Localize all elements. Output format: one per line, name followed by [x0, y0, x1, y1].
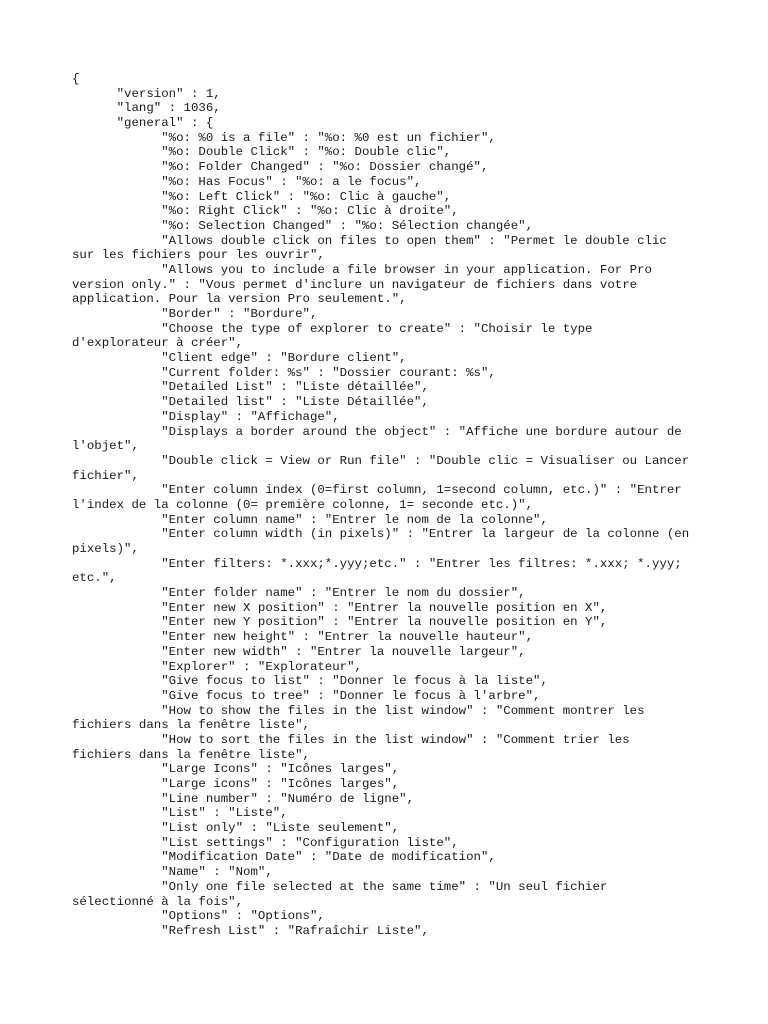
code-line: "List settings" : "Configuration liste", — [72, 835, 459, 850]
code-line: etc.", — [72, 571, 117, 586]
code-line: "Allows double click on files to open them" : "Permet le double clic — [72, 233, 667, 248]
code-line: "Enter new height" : "Entrer la nouvelle hauteur", — [72, 630, 534, 645]
code-line: fichiers dans la fenêtre liste", — [72, 747, 310, 762]
code-line: sélectionné à la fois", — [72, 894, 244, 909]
code-line: "List" : "Liste", — [72, 806, 288, 821]
code-line: "Enter new X position" : "Entrer la nouvelle position en X", — [72, 600, 608, 615]
code-line: "Modification Date" : "Date de modification", — [72, 850, 496, 865]
code-line: "Current folder: %s" : "Dossier courant: %s", — [72, 365, 496, 380]
code-line: "Enter column width (in pixels)" : "Entrer la largeur de la colonne (en — [72, 527, 690, 542]
code-line: sur les fichiers pour les ouvrir", — [72, 248, 325, 263]
code-line: "Enter filters: *.xxx;*.yyy;etc." : "Entrer les filtres: *.xxx; *.yyy; — [72, 556, 682, 571]
document-page — [72, 72, 696, 939]
code-line: "Large Icons" : "Icônes larges", — [72, 762, 400, 777]
code-line: "How to sort the files in the list window" : "Comment trier les — [72, 732, 630, 747]
code-line: { — [72, 72, 80, 86]
code-line: "Only one file selected at the same time" : "Un seul fichier — [72, 879, 608, 894]
code-line: "version" : 1, — [72, 86, 221, 101]
code-line: l'index de la colonne (0= première colonne, 1= seconde etc.)", — [72, 497, 534, 512]
code-line: "Choose the type of explorer to create" : "Choisir le type — [72, 321, 593, 336]
code-line: "general" : { — [72, 116, 214, 131]
code-line: "%o: %0 is a file" : "%o: %0 est un fichier", — [72, 130, 496, 145]
code-line: "Enter new width" : "Entrer la nouvelle largeur", — [72, 644, 526, 659]
code-line: pixels)", — [72, 542, 139, 556]
code-line: "%o: Right Click" : "%o: Clic à droite", — [72, 204, 459, 219]
code-line: l'objet", — [72, 439, 139, 454]
code-line: "Options" : "Options", — [72, 909, 325, 924]
code-line: "%o: Has Focus" : "%o: a le focus", — [72, 174, 422, 189]
code-line: application. Pour la version Pro seulement.", — [72, 292, 407, 307]
code-line: "How to show the files in the list window" : "Comment montrer les — [72, 703, 645, 718]
code-line: "Give focus to list" : "Donner le focus à la liste", — [72, 674, 548, 689]
code-line: "Detailed List" : "Liste détaillée", — [72, 380, 429, 395]
code-line: "Allows you to include a file browser in your application. For Pro — [72, 262, 652, 277]
code-line: d'explorateur à créer", — [72, 336, 244, 351]
code-line: "Border" : "Bordure", — [72, 307, 318, 321]
code-line: fichier", — [72, 468, 139, 483]
code-line: "Enter new Y position" : "Entrer la nouvelle position en Y", — [72, 615, 608, 630]
json-code-block — [72, 72, 696, 939]
code-line: "Client edge" : "Bordure client", — [72, 351, 407, 366]
code-line: "Enter column name" : "Entrer le nom de la colonne", — [72, 512, 548, 527]
code-line: "Detailed list" : "Liste Détaillée", — [72, 395, 429, 410]
code-line: "%o: Double Click" : "%o: Double clic", — [72, 145, 452, 160]
code-line: "Double click = View or Run file" : "Double clic = Visualiser ou Lancer — [72, 453, 690, 468]
code-line: "Large icons" : "Icônes larges", — [72, 777, 400, 791]
code-line: "Explorer" : "Explorateur", — [72, 659, 362, 674]
code-line: "Enter column index (0=first column, 1=second column, etc.)" : "Entrer — [72, 483, 682, 498]
code-line: "Display" : "Affichage", — [72, 409, 340, 424]
code-line: "List only" : "Liste seulement", — [72, 821, 400, 836]
code-line: "%o: Selection Changed" : "%o: Sélection changée", — [72, 218, 534, 233]
code-line: "Give focus to tree" : "Donner le focus à l'arbre", — [72, 688, 541, 703]
code-line: "lang" : 1036, — [72, 101, 221, 116]
code-line: "%o: Left Click" : "%o: Clic à gauche", — [72, 189, 452, 204]
code-line: version only." : "Vous permet d'inclure un navigateur de fichiers dans votre — [72, 277, 638, 292]
code-line: fichiers dans la fenêtre liste", — [72, 718, 310, 733]
code-line: "Displays a border around the object" : "Affiche une bordure autour de — [72, 424, 682, 439]
code-line: "Name" : "Nom", — [72, 865, 273, 880]
code-line: "Refresh List" : "Rafraîchir Liste", — [72, 923, 429, 938]
code-line: "Enter folder name" : "Entrer le nom du dossier", — [72, 586, 526, 601]
code-line: "%o: Folder Changed" : "%o: Dossier changé", — [72, 160, 489, 175]
code-line: "Line number" : "Numéro de ligne", — [72, 791, 415, 806]
